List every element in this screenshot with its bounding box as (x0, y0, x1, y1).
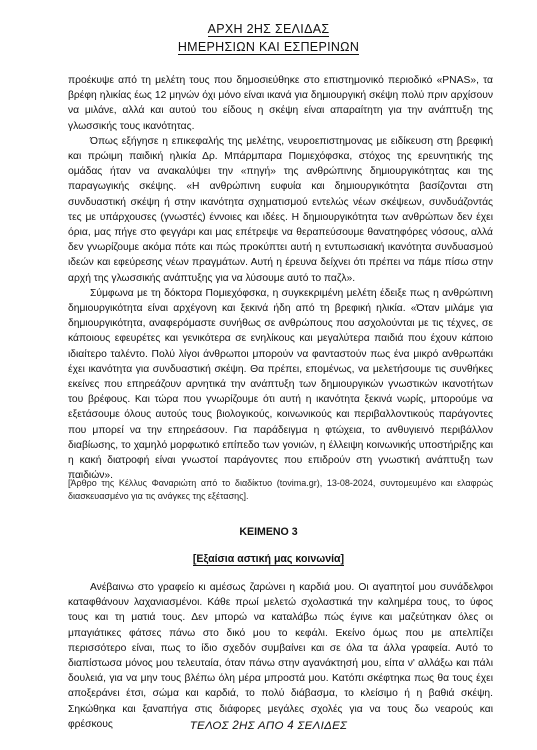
article-paragraph-1: προέκυψε από τη μελέτη τους που δημοσιεύθηκε στο επιστημονικό περιοδικό «PNAS», τα βρέφη ηλικίας έως 12 μηνών όχι μόνο είναι ικανά για δημιουργική σκέψη πολύ πριν αρχίσουν να μιλάνε, αλλά και αυτού του είδους η σκέψη είναι απαραίτητη για την ανάπτυξη της γλωσσικής τους ικανότητας. (68, 75, 493, 132)
keimeno3-subtitle-text: [Εξαίσια αστική μας κοινωνία] (192, 553, 345, 565)
page-header-schools: ΗΜΕΡΗΣΙΩΝ ΚΑΙ ΕΣΠΕΡΙΝΩΝ (177, 40, 360, 54)
keimeno3-body (68, 580, 493, 732)
page-footer: ΤΕΛΟΣ 2ΗΣ ΑΠΟ 4 ΣΕΛΙΔΕΣ (189, 720, 348, 732)
article-body (68, 73, 493, 483)
keimeno3-title: ΚΕΙΜΕΝΟ 3 (239, 526, 298, 538)
page-header-line2 (0, 40, 537, 54)
keimeno3-paragraph-1: Ανέβαινω στο γραφείο κι αμέσως ζαρώνει η καρδιά μου. Οι αγαπητοί μου συνάδελφοι καταφθάνουν λαχανιασμένοι. Κάθε πρωί μελετώ σχολαστικά την καλημέρα τους, το ύφος τους και τη ματιά τους. Δεν μπορώ να καταλάβω πώς έγινε και μαζεύτηκαν όλες οι μπαγιάτικες φάτσες πάνω στο δικό μου το κεφάλι. Εκείνο όμως που με απελπίζει περισσότερο είναι, πως το ίδιο σχεδόν συμβαίνει και σε όλα τα άλλα γραφεία. Αυτό το διαπίστωσα μόνος μου τελευταία, όταν πάνω στην αγανάκτησή μου, είπα ν' αλλάξω και πάλι δουλειά, για να μην τους βλέπω όλη μέρα μπροστά μου. Κατόπι σκέφτηκα πως θα τους έχει αποξεράνει έτσι, σώμα και καρδιά, το πολύ διάβασμα, το κλείσιμο ή η βαθιά σκέψη. Σηκώθηκα και ξαναπήγα στις διάφορες μεγάλες σχολές για να τους δω νεαρούς και φρέσκους (68, 582, 493, 730)
page-header-start: ΑΡΧΗ 2ΗΣ ΣΕΛΙΔΑΣ (207, 22, 330, 36)
article-paragraph-2: Όπως εξήγησε η επικεφαλής της μελέτης, νευροεπιστημονας με ειδίκευση στη βρεφική και πρώιμη παιδική ηλικία Δρ. Μπάρμπαρα Πομιεχόφσκα, στόχος της ερευνητικής της ομάδας ήταν να ανακαλύψει την «πηγή» της ανθρώπινης δημιουργικότητας και της παραγωγικής σκέψης. «Η ανθρώπινη ευφυία και δημιουργικότητα βασίζονται στη συνδυαστική σκέψη ή στην ικανότητα σχηματισμού εντελώς νέων σκέψεων, συνδυάζοντάς τες με υπάρχουσες (γνωστές) έννοιες και ιδέες. Η δημιουργικότητα των ανθρώπων δεν έχει όρια, μας πήγε στο φεγγάρι και μας επέτρεψε να θεραπεύσουμε θανατηφόρες νόσους, αλλά δεν γνωρίζουμε ακόμα πότε και πώς προκύπτει αυτή η εντυπωσιακή ικανότητα συνδυασμού ιδεών και εφεύρεσης νέων πραγμάτων. Αυτή η έρευνα δείχνει ότι πρέπει να πάμε πίσω στην αρχή της γλωσσικής ανάπτυξης για να λύσουμε αυτό το παζλ». (68, 135, 493, 284)
article-paragraph-3: Σύμφωνα με τη δόκτορα Πομιεχόφσκα, η συγκεκριμένη μελέτη έδειξε πως η ανθρώπινη δημιουργικότητα είναι αρχέγονη και ξεκινά ήδη από τη βρεφική ηλικία. «Όταν μιλάμε για δημιουργικότητα, αναφερόμαστε συνήθως σε ανθρώπους που ασχολούνται με τις τέχνες, σε κάποιους εφευρέτες και γενικότερα σε ενηλίκους και μεγαλύτερα παιδιά που έχουν κάποιο ιδιαίτερο ταλέντο. Πολύ λίγοι άνθρωποι μπορούν να φανταστούν πως ένα μικρό ανθρωπάκι έχει ικανότητα για συνδυαστική σκέψη. Θα πρέπει, επομένως, να μελετήσουμε τις συνθήκες εκείνες που επηρεάζουν αρνητικά την ανάπτυξη των δημιουργικών γνωστικών ικανοτήτων του βρέφους. Και τώρα που γνωρίζουμε ότι αυτή η ικανότητα ξεκινά νωρίς, μπορούμε να εξετάσουμε όλους αυτούς τους βιολογικούς, κοινωνικούς και περιβαλλοντικούς παράγοντες που μπορεί να την επηρεάσουν. Για παράδειγμα η φτώχεια, το ανθυγιεινό περιβάλλον διαβίωσης, το χαμηλό μορφωτικό επίπεδο των γονιών, η έλλειψη κοινωνικής υποστήριξης και η κακή διατροφή είναι γνωστοί παράγοντες που επιδρούν στη γνωστική ανάπτυξη των παιδιών». (68, 287, 493, 482)
keimeno3-subtitle (0, 553, 537, 565)
page-header-line1 (0, 22, 537, 36)
source-note: [Άρθρο της Κέλλυς Φαναριώτη από το διαδίκτυο (tovima.gr), 13-08-2024, συντομευμένο και ελαφρώς διασκευασμένο για τις ανάγκες της εξέτασης]. (68, 478, 493, 501)
